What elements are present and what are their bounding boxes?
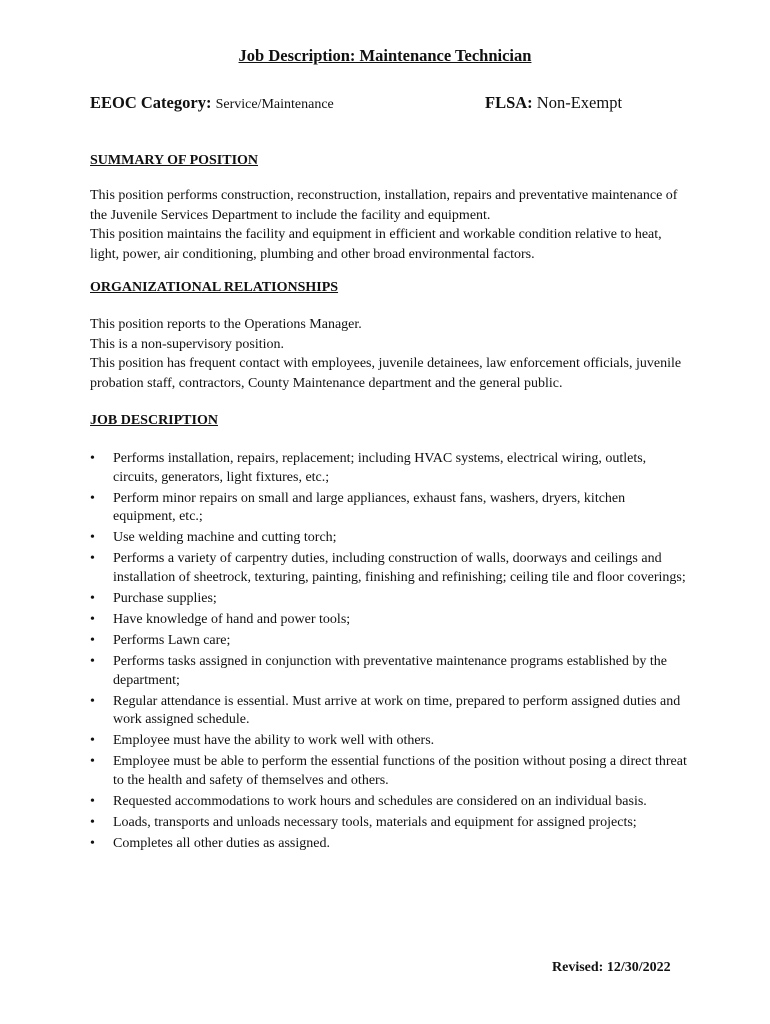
list-item	[90, 653, 690, 690]
list-item-text: Employee must have the ability to work well with others.	[113, 733, 435, 749]
revision-date: Revised: 12/30/2022	[552, 960, 671, 975]
bullet-icon: •	[90, 611, 95, 627]
bullet-icon: •	[90, 733, 95, 749]
list-item-text: Completes all other duties as assigned.	[113, 836, 330, 852]
list-item-text: Regular attendance is essential. Must arrive at work on time, prepared to perform assigned duties and work assigned schedule.	[113, 693, 681, 728]
list-item	[90, 632, 690, 651]
flsa-status	[485, 93, 622, 113]
flsa-value: Non-Exempt	[536, 93, 623, 112]
bullet-icon: •	[90, 530, 95, 546]
bullet-icon: •	[90, 551, 95, 567]
list-item	[90, 611, 690, 630]
list-item	[90, 732, 690, 751]
bullet-icon: •	[90, 815, 95, 831]
bullet-icon: •	[90, 693, 95, 709]
relationships-paragraph: This position has frequent contact with employees, juvenile detainees, law enforcement officials, juvenile probation staff, contractors, County Maintenance department and the general public.	[90, 356, 682, 391]
list-item	[90, 590, 690, 609]
list-item-text: Requested accommodations to work hours and schedules are considered on an individual basis.	[113, 794, 647, 810]
list-item-text: Performs tasks assigned in conjunction with preventative maintenance programs established by the department;	[113, 654, 668, 688]
bullet-icon: •	[90, 451, 95, 466]
list-item-text: Performs installation, repairs, replacement; including HVAC systems, electrical wiring, outlets, circuits, generators, light fixtures, etc.;	[113, 451, 647, 485]
list-item-text: Perform minor repairs on small and large appliances, exhaust fans, washers, dryers, kitchen equipment, etc.;	[113, 490, 626, 525]
summary-heading: SUMMARY OF POSITION	[90, 153, 259, 168]
summary-paragraph: This position maintains the facility and equipment in efficient and workable condition relative to heat, light, power, air conditioning, plumbing and other broad environmental factors.	[90, 227, 662, 262]
list-item	[90, 450, 690, 487]
relationships-heading: ORGANIZATIONAL RELATIONSHIPS	[90, 280, 339, 295]
list-item	[90, 835, 690, 854]
eeoc-value: Service/Maintenance	[215, 97, 334, 112]
list-item-text: Use welding machine and cutting torch;	[113, 530, 337, 546]
bullet-icon: •	[90, 490, 95, 506]
list-item-text: Have knowledge of hand and power tools;	[113, 611, 351, 627]
relationships-text	[90, 315, 690, 393]
list-item-text: Purchase supplies;	[113, 590, 217, 606]
bullet-icon: •	[90, 836, 95, 852]
list-item	[90, 693, 690, 730]
bullet-icon: •	[90, 654, 95, 670]
list-item	[90, 814, 690, 833]
list-item	[90, 793, 690, 812]
summary-text	[90, 186, 690, 264]
list-item-text: Loads, transports and unloads necessary tools, materials and equipment for assigned projects;	[113, 815, 637, 831]
bullet-icon: •	[90, 754, 95, 770]
list-item	[90, 753, 690, 790]
flsa-label: FLSA:	[485, 93, 533, 112]
bullet-icon: •	[90, 590, 95, 606]
job-duties-list	[90, 450, 690, 856]
list-item-text: Employee must be able to perform the essential functions of the position without posing a direct threat to the health and safety of themselves and others.	[113, 754, 687, 788]
bullet-icon: •	[90, 794, 95, 810]
eeoc-category	[90, 93, 334, 113]
relationships-paragraph: This position reports to the Operations Manager.	[90, 317, 362, 332]
list-item	[90, 529, 690, 548]
bullet-icon: •	[90, 633, 95, 649]
list-item	[90, 490, 690, 527]
eeoc-label: EEOC Category:	[90, 93, 212, 112]
job-description-heading: JOB DESCRIPTION	[90, 413, 218, 428]
list-item-text: Performs a variety of carpentry duties, including construction of walls, doorways and ceilings and installation of sheetrock, texturing, painting, finishing and refinishing; ceiling tile and floor coverings;	[113, 551, 686, 585]
document-title: Job Description: Maintenance Technician	[238, 46, 532, 65]
relationships-paragraph: This is a non-supervisory position.	[90, 336, 285, 352]
summary-paragraph: This position performs construction, reconstruction, installation, repairs and preventative maintenance of the Juvenile Services Department to include the facility and equipment.	[90, 188, 678, 223]
list-item-text: Performs Lawn care;	[113, 633, 231, 649]
list-item	[90, 550, 690, 587]
